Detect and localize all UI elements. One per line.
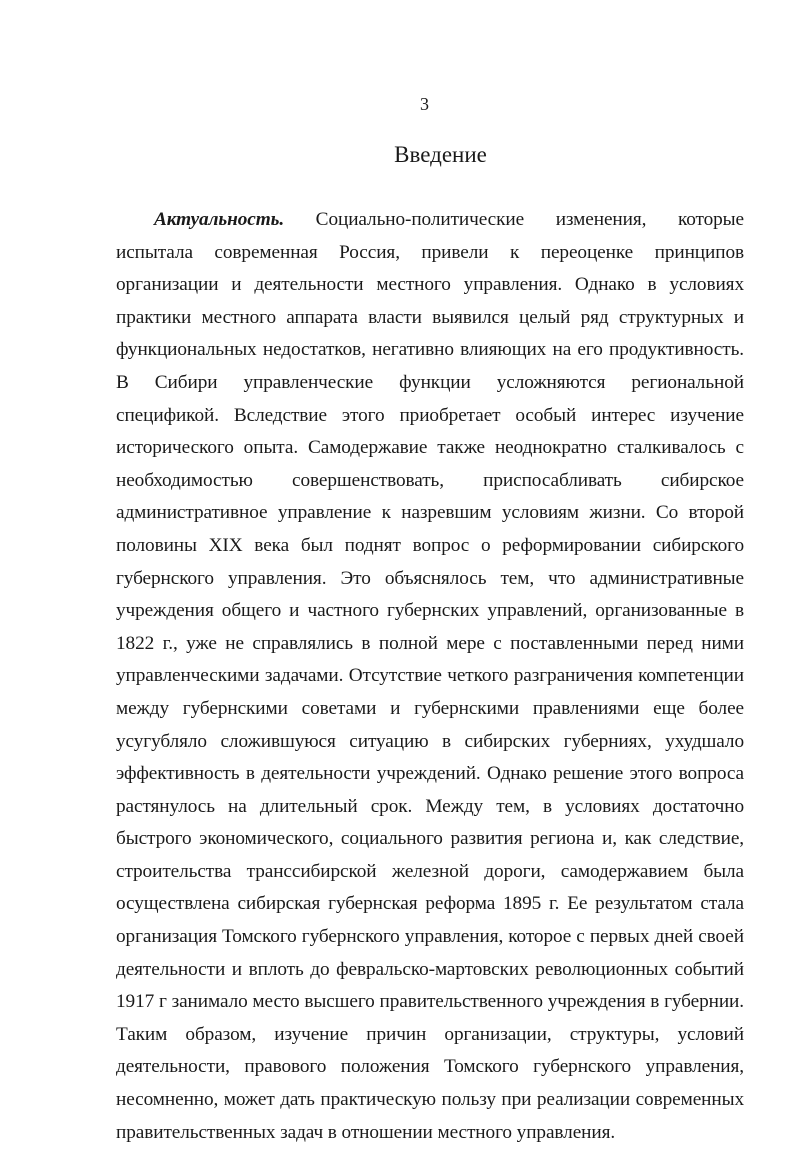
page-number: 3 xyxy=(420,94,429,114)
paragraph-text: Социально-политические изменения, которые испытала современная Россия, привели к переоценке принципов организации и деятельности местного управления. Однако в условиях практики местного аппарата власти выявился целый ряд структурных и функциональных недостатков, негативно влияющих на его продуктивность. В Сибири управленческие функции усложняются региональной спецификой. Вследствие этого приобретает особый интерес изучение исторического опыта. Самодержавие также неоднократно сталкивалось с необходимостью совершенствовать, приспосабливать сибирское административное управление к назревшим условиям жизни. Со второй половины XIX века был поднят вопрос о реформировании сибирского губернского управления. Это объяснялось тем, что административные учреждения общего и частного губернских управлений, организованные в 1822 г., уже не справлялись в полной мере с поставленными перед ними управленческими задачами. Отсутствие четкого разграничения компетенции между губернскими советами и губернскими правлениями еще более усугубляло сложившуюся ситуацию в сибирских губерниях, ухудшало эффективность в деятельности учреждений. Однако решение этого вопроса растянулось на длительный срок. Между тем, в условиях достаточно быстрого экономического, социального развития региона и, как следствие, строительства транссибирской железной дороги, самодержавием была осуществлена сибирская губернская реформа 1895 г. Ее результатом стала организация Томского губернского управления, которое с первых дней своей деятельности и вплоть до февральско-мартовских революционных событий 1917 г занимало место высшего правительственного учреждения в губернии. Таким образом, изучение причин организации, структуры, условий деятельности, правового положения Томского губернского управления, несомненно, может дать практическую пользу при реализации современных правительственных задач в отношении местного управления. xyxy=(116,209,744,1143)
body-paragraph xyxy=(116,204,744,1149)
section-heading: Введение xyxy=(394,142,487,167)
lead-term: Актуальность. xyxy=(154,209,285,230)
